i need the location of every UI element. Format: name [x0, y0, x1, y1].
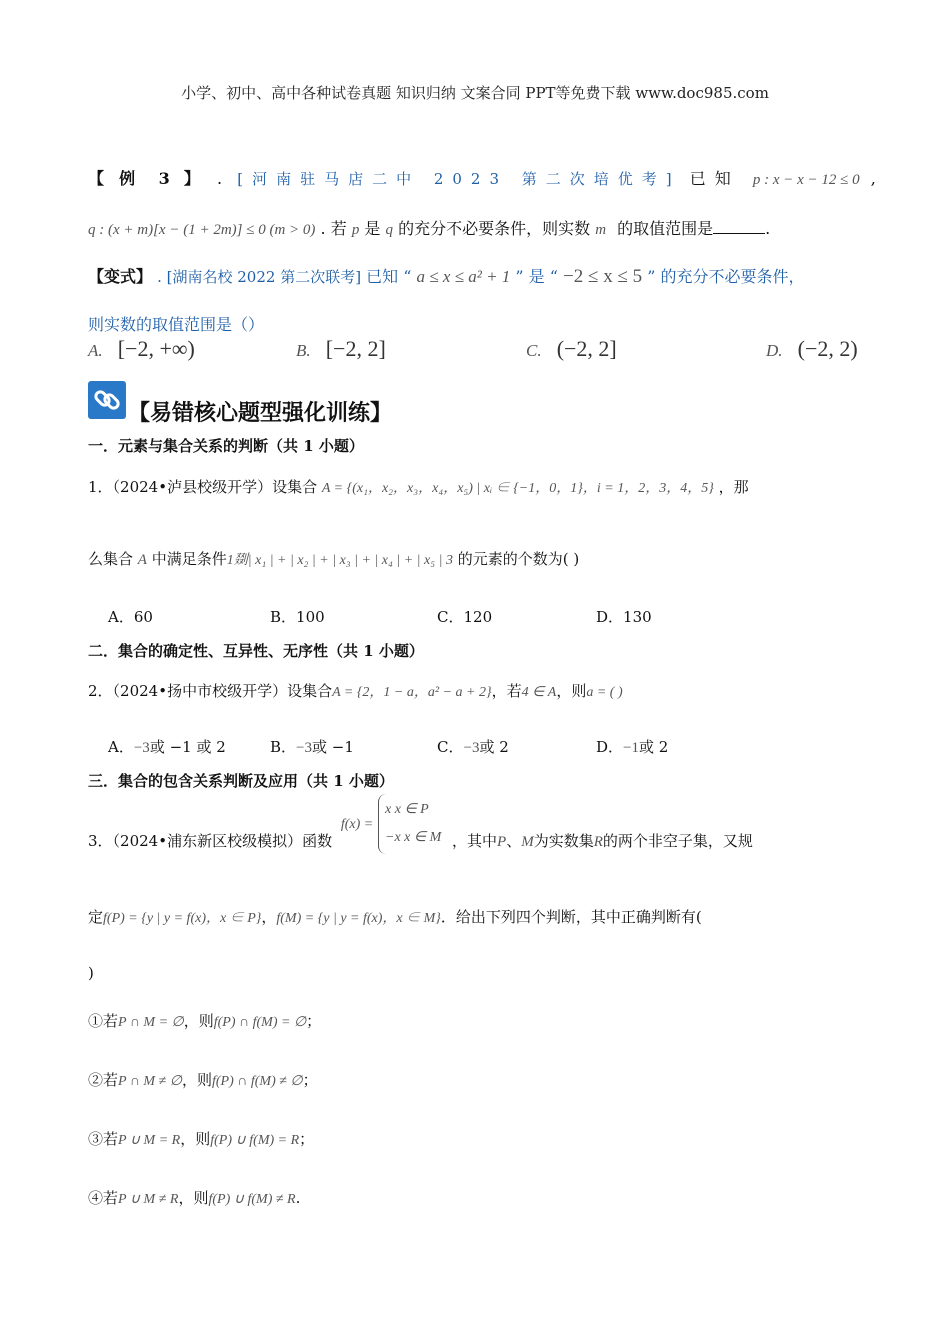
q3-text: 的两个非空子集，又规 [602, 832, 753, 850]
q3-judgement-1 [88, 1010, 321, 1031]
section-banner-title: 【易错核心题型强化训练】 [128, 400, 393, 426]
option-letter: B． [270, 738, 297, 756]
example3-q: q [385, 222, 394, 238]
judgement-num: ②若 [88, 1071, 119, 1089]
q3-text: ，其中 [452, 832, 498, 850]
q1-option-a: A．60 [108, 608, 153, 626]
judgement-then: ，则 [180, 1130, 211, 1148]
example3-label-word: 例 3 [119, 169, 179, 188]
q3-fP: f(P) = {y | y = f(x)，x ∈ P} [103, 911, 262, 926]
q3-func-lhs: f(x) = [340, 817, 374, 832]
q3-line2 [88, 906, 702, 927]
example3-known: 已知 [689, 169, 740, 188]
option-letter: D． [596, 738, 624, 756]
q3-P: P [497, 834, 507, 850]
judgement-result: f(P) ∩ f(M) = ∅ [213, 1015, 307, 1030]
q2-line1 [88, 680, 623, 701]
judgement-result: f(P) ∪ f(M) = R [210, 1133, 300, 1148]
option-rest: 或 2 [479, 738, 509, 756]
q3-text: ， [261, 908, 277, 926]
q2-ask: a = ( ) [586, 685, 623, 700]
section-heading-3: 三．集合的包含关系判断及应用（共 1 小题） [88, 772, 394, 790]
judgement-cond: P ∩ M = ∅ [118, 1015, 184, 1030]
q1-option-b: B．100 [270, 608, 325, 626]
q1-prefix: 1．（2024•泸县校级开学）设集合 [88, 478, 318, 496]
option-value: (−2, 2) [797, 336, 858, 361]
judgement-then: ，则 [181, 1071, 212, 1089]
judgement-cond: P ∪ M = R [118, 1133, 181, 1148]
variant-line1 [88, 264, 805, 288]
q3-fM: f(M) = {y | y = f(x)，x ∈ M} [276, 911, 441, 926]
option-value: (−2, 2] [556, 336, 617, 361]
judgement-end: ； [299, 1130, 315, 1148]
judgement-end: ； [306, 1012, 322, 1030]
q1-text: 么集合 [88, 550, 134, 568]
q2-text: ，若 [491, 682, 522, 700]
variant-option-a [88, 336, 195, 362]
variant-cond2: −2 ≤ x ≤ 5 [563, 266, 643, 287]
q2-prefix: 2．（2024•扬中市校级开学）设集合 [88, 682, 333, 700]
q1-text: 的元素的个数为( ) [457, 550, 580, 568]
judgement-cond: P ∪ M ≠ R [118, 1192, 179, 1207]
example3-q-expr: q : (x + m)[x − (1 + 2m)] ≤ 0 (m > 0) [88, 222, 316, 238]
option-value: [−2, +∞) [117, 336, 195, 361]
q3-judgement-4 [88, 1187, 300, 1208]
q1-option-d: D．130 [596, 608, 652, 626]
example3-source: [河南驻马店二中 2023 第二次培优考] [237, 170, 681, 188]
variant-option-c [526, 336, 617, 362]
option-expr: −3 [296, 740, 312, 756]
variant-option-d [766, 336, 858, 362]
example3-text: 的取值范围是 [617, 219, 714, 238]
q3-line1 [88, 802, 753, 862]
option-expr: −1 [623, 740, 639, 756]
example3-text: . 若 [320, 219, 347, 238]
variant-option-b [296, 336, 386, 362]
variant-cond1: a ≤ x ≤ a² + 1 [416, 267, 511, 286]
q3-M: M [521, 834, 534, 850]
option-rest: 或 −1 [312, 738, 354, 756]
example3-dot: . [217, 169, 223, 188]
q3-R: R [593, 834, 603, 850]
q3-judgement-2 [88, 1069, 318, 1090]
q3-text: 、 [506, 832, 522, 850]
variant-text: ” 的充分不必要条件， [647, 267, 805, 286]
q1-A: A [137, 552, 147, 568]
q2-option-b [270, 736, 354, 757]
variant-text: ” 是 “ [515, 267, 558, 286]
answer-blank [713, 219, 765, 234]
option-letter: B. [296, 341, 311, 360]
example3-p: p [351, 222, 360, 238]
judgement-result: f(P) ∪ f(M) ≠ R [208, 1192, 296, 1207]
variant-text: 已知 “ [366, 267, 412, 286]
q2-set-a: A = {2，1 − a，a² − a + 2} [332, 685, 492, 700]
judgement-cond: P ∩ M ≠ ∅ [118, 1074, 182, 1089]
option-letter: A． [108, 738, 134, 756]
option-value: [−2, 2] [325, 336, 386, 361]
example3-label-open: 【 [88, 169, 105, 188]
q2-text: ，则 [556, 682, 587, 700]
example3-m: m [595, 222, 607, 238]
q1-cond: 1剟| x₁ | + | x₂ | + | x₃ | + | x₄ | + | x₅ | 3 [226, 553, 453, 568]
example3-p-expr: p : x − x − 12 ≤ 0 [752, 172, 860, 188]
example3-text: 是 [364, 219, 381, 238]
option-letter: C． [437, 738, 464, 756]
judgement-num: ③若 [88, 1130, 119, 1148]
variant-source: . [湖南名校 2022 第二次联考] [157, 268, 362, 286]
q3-line3: ) [88, 964, 94, 982]
judgement-num: ①若 [88, 1012, 119, 1030]
q1-line2 [88, 548, 579, 569]
judgement-then: ，则 [183, 1012, 214, 1030]
judgement-then: ，则 [178, 1189, 209, 1207]
q3-text: 为实数集 [533, 832, 594, 850]
q2-option-a [108, 736, 226, 757]
option-expr: −3 [463, 740, 480, 756]
option-letter: C. [526, 341, 542, 360]
option-letter: D. [766, 341, 783, 360]
q1-option-c: C．120 [437, 608, 493, 626]
q2-option-d [596, 736, 668, 757]
q3-case1: x x ∈ P [385, 802, 429, 817]
variant-line2: 则实数的取值范围是（） [88, 315, 265, 334]
q2-cond: 4 ∈ A [521, 685, 557, 700]
q3-piecewise [378, 794, 447, 854]
link-icon [88, 381, 126, 419]
example3-period: . [765, 219, 771, 238]
example3-line2 [88, 216, 770, 239]
example3-text: 的充分不必要条件，则实数 [398, 219, 591, 238]
q1-suffix: ，那 [718, 478, 749, 496]
variant-label: 【变式】 [88, 267, 153, 286]
q3-text: ．给出下列四个判断，其中正确判断有( [440, 908, 702, 926]
q3-case2: −x x ∈ M [385, 830, 442, 845]
q1-line1 [88, 476, 749, 497]
option-rest: 或 2 [639, 738, 669, 756]
judgement-num: ④若 [88, 1189, 119, 1207]
judgement-end: ； [302, 1071, 318, 1089]
q3-text: 定 [88, 908, 104, 926]
judgement-result: f(P) ∩ f(M) ≠ ∅ [211, 1074, 303, 1089]
q3-prefix: 3．（2024•浦东新区校级模拟）函数 [88, 832, 333, 850]
section-heading-2: 二．集合的确定性、互异性、无序性（共 1 小题） [88, 642, 424, 660]
option-letter: A. [88, 341, 103, 360]
page-header: 小学、初中、高中各种试卷真题 知识归纳 文案合同 PPT等免费下载 www.doc985.com [181, 84, 769, 102]
q2-option-c [437, 736, 509, 757]
example3-comma: , [870, 169, 876, 188]
q3-judgement-3 [88, 1128, 314, 1149]
example3-label-close: 】 [183, 169, 200, 188]
option-rest: 或 −1 或 2 [149, 738, 226, 756]
q1-set-a: A = {(x₁，x₂，x₃，x₄，x₅) | xᵢ ∈ {−1，0，1}，i = 1，2，3，4，5} [321, 481, 714, 496]
variant-options [88, 336, 868, 366]
example3-line1 [88, 166, 876, 189]
q1-text: 中满足条件 [151, 550, 227, 568]
option-expr: −3 [133, 740, 150, 756]
judgement-end: . [295, 1189, 301, 1207]
section-heading-1: 一．元素与集合关系的判断（共 1 小题） [88, 437, 364, 455]
